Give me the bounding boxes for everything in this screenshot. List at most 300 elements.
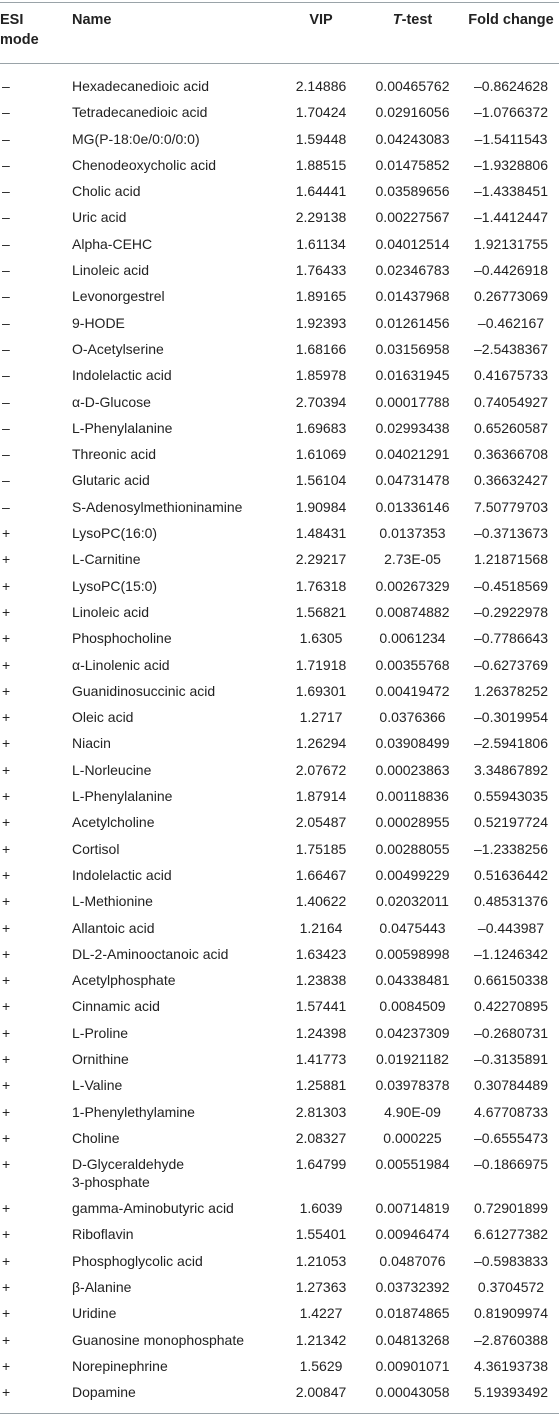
header-t-test: T-test: [392, 12, 433, 28]
vip-cell: 2.29217: [295, 551, 347, 568]
esi-mode-cell: –: [2, 288, 10, 305]
name-cell: LysoPC(15:0): [72, 577, 158, 594]
esi-mode-cell: +: [2, 1357, 11, 1374]
name-cell: Oleic acid: [72, 709, 134, 726]
t-test-cell: 0.01475852: [375, 156, 450, 173]
vip-cell: 1.27363: [295, 1279, 347, 1296]
table-row: [0, 1154, 559, 1198]
vip-cell: 1.24398: [295, 1024, 347, 1041]
name-cell: 1-Phenylethylamine: [72, 1103, 195, 1120]
vip-cell: 1.23838: [295, 972, 347, 989]
name-cell: L-Proline: [72, 1024, 129, 1041]
vip-cell: 1.55401: [295, 1226, 347, 1243]
t-test-cell: 0.03732392: [375, 1279, 450, 1296]
fold-change-cell: 0.42270895: [474, 998, 548, 1015]
table-row: [0, 1356, 559, 1382]
t-test-cell: 0.00023863: [375, 761, 450, 778]
name-cell: Linoleic acid: [72, 603, 150, 620]
esi-mode-cell: +: [2, 972, 11, 989]
fold-change-cell: 0.36366708: [474, 446, 548, 463]
t-test-cell: 0.01261456: [375, 314, 450, 331]
t-test-cell: 0.00227567: [375, 209, 450, 226]
vip-cell: 1.48431: [295, 525, 347, 542]
esi-mode-cell: +: [2, 788, 11, 805]
vip-cell: 1.59448: [295, 130, 347, 147]
t-test-cell: 0.04012514: [375, 235, 450, 252]
t-test-cell: 0.0084509: [379, 998, 446, 1015]
esi-mode-cell: +: [2, 1103, 11, 1120]
esi-mode-cell: +: [2, 709, 11, 726]
name-cell: Choline: [72, 1129, 120, 1146]
fold-change-cell: 0.48531376: [474, 893, 548, 910]
esi-mode-cell: –: [2, 235, 10, 252]
name-cell: Uridine: [72, 1305, 117, 1322]
table-row: [0, 1075, 559, 1101]
t-test-cell: 0.00551984: [375, 1156, 450, 1173]
t-test-cell: 0.0487076: [379, 1252, 446, 1269]
name-cell: S-Adenosylmethioninamine: [72, 498, 243, 515]
name-cell: 9-HODE: [72, 314, 125, 331]
fold-change-cell: –0.443987: [477, 919, 545, 936]
esi-mode-cell: +: [2, 1077, 11, 1094]
name-cell: Uric acid: [72, 209, 127, 226]
fold-change-cell: 0.30784489: [474, 1077, 548, 1094]
esi-mode-cell: +: [2, 761, 11, 778]
vip-cell: 1.88515: [295, 156, 347, 173]
esi-mode-cell: +: [2, 1200, 11, 1217]
vip-cell: 1.2717: [299, 709, 343, 726]
name-cell: Tetradecanedioic acid: [72, 104, 208, 121]
t-test-cell: 4.90E-09: [384, 1103, 441, 1120]
fold-change-cell: 0.41675733: [474, 367, 548, 384]
t-test-cell: 0.04338481: [375, 972, 450, 989]
fold-change-cell: 4.67708733: [474, 1103, 548, 1120]
table-row: [0, 970, 559, 996]
name-cell: Cortisol: [72, 840, 120, 857]
t-test-cell: 0.03156958: [375, 340, 450, 357]
vip-cell: 1.76433: [295, 262, 347, 279]
fold-change-cell: –2.8760388: [474, 1331, 548, 1348]
vip-cell: 1.21342: [295, 1331, 347, 1348]
name-cell: Levonorgestrel: [72, 288, 165, 305]
esi-mode-cell: +: [2, 525, 11, 542]
name-cell: Alpha-CEHC: [72, 235, 153, 252]
esi-mode-cell: –: [2, 314, 10, 331]
vip-cell: 2.70394: [295, 393, 347, 410]
vip-cell: 1.64441: [295, 183, 347, 200]
table-row: [0, 760, 559, 786]
vip-cell: 1.6039: [299, 1200, 343, 1217]
table-row: [0, 207, 559, 233]
fold-change-cell: –0.462167: [477, 314, 545, 331]
fold-change-cell: –1.9328806: [474, 156, 548, 173]
table-row: [0, 286, 559, 312]
vip-cell: 1.6305: [299, 630, 343, 647]
table-row: [0, 365, 559, 391]
name-cell: Glutaric acid: [72, 472, 150, 489]
t-test-cell: 0.02916056: [375, 104, 450, 121]
esi-mode-cell: –: [2, 183, 10, 200]
t-test-cell: 0.01437968: [375, 288, 450, 305]
fold-change-cell: 0.3704572: [477, 1279, 545, 1296]
fold-change-cell: 0.52197724: [474, 814, 548, 831]
esi-mode-cell: +: [2, 919, 11, 936]
t-test-cell: 0.00355768: [375, 656, 450, 673]
vip-cell: 1.41773: [295, 1050, 347, 1067]
table-row: [0, 1303, 559, 1329]
fold-change-cell: –0.2680731: [474, 1024, 548, 1041]
header-esi-mode: ESI mode: [0, 12, 39, 48]
t-test-cell: 0.04813268: [375, 1331, 450, 1348]
t-test-cell: 0.04243083: [375, 130, 450, 147]
fold-change-cell: 7.50779703: [474, 498, 548, 515]
name-cell: Cinnamic acid: [72, 998, 160, 1015]
table-bottom-rule: [0, 1413, 559, 1414]
t-test-cell: 0.01631945: [375, 367, 450, 384]
vip-cell: 1.40622: [295, 893, 347, 910]
esi-mode-cell: +: [2, 1384, 11, 1401]
name-cell: Acetylphosphate: [72, 972, 176, 989]
t-test-cell: 0.0137353: [379, 525, 446, 542]
vip-cell: 2.07672: [295, 761, 347, 778]
fold-change-cell: 5.19393492: [474, 1384, 548, 1401]
fold-change-cell: 0.51636442: [474, 866, 548, 883]
vip-cell: 1.66467: [295, 866, 347, 883]
name-cell: Phosphoglycolic acid: [72, 1252, 203, 1269]
esi-mode-cell: +: [2, 893, 11, 910]
name-cell: Threonic acid: [72, 446, 157, 463]
name-cell: D-Glyceraldehyde 3-phosphate: [72, 1156, 185, 1190]
name-cell: Chenodeoxycholic acid: [72, 156, 216, 173]
table-row: [0, 681, 559, 707]
esi-mode-cell: +: [2, 1024, 11, 1041]
table-row: [0, 707, 559, 733]
fold-change-cell: –0.1866975: [474, 1156, 548, 1173]
esi-mode-cell: +: [2, 1279, 11, 1296]
vip-cell: 1.61069: [295, 446, 347, 463]
esi-mode-cell: +: [2, 603, 11, 620]
t-test-cell: 0.04237309: [375, 1024, 450, 1041]
fold-change-cell: –1.5411543: [474, 130, 548, 147]
name-cell: Indolelactic acid: [72, 367, 172, 384]
esi-mode-cell: –: [2, 446, 10, 463]
name-cell: Riboflavin: [72, 1226, 134, 1243]
t-test-cell: 0.00267329: [375, 577, 450, 594]
esi-mode-cell: +: [2, 735, 11, 752]
table-row: [0, 470, 559, 496]
esi-mode-cell: –: [2, 104, 10, 121]
vip-cell: 1.2164: [299, 919, 343, 936]
fold-change-cell: –0.3019954: [474, 709, 548, 726]
fold-change-cell: 0.36632427: [474, 472, 548, 489]
fold-change-cell: –0.3135891: [474, 1050, 548, 1067]
table-row: [0, 1277, 559, 1303]
table-row: [0, 576, 559, 602]
vip-cell: 2.14886: [295, 78, 347, 94]
t-test-cell: 0.00465762: [375, 78, 450, 94]
name-cell: LysoPC(16:0): [72, 525, 158, 542]
fold-change-cell: 0.55943035: [474, 788, 548, 805]
t-test-cell: 0.03978378: [375, 1077, 450, 1094]
fold-change-cell: –0.6555473: [474, 1129, 548, 1146]
fold-change-cell: –1.0766372: [474, 104, 548, 121]
table-row: [0, 655, 559, 681]
vip-cell: 1.87914: [295, 788, 347, 805]
vip-cell: 1.4227: [299, 1305, 343, 1322]
t-test-cell: 0.00118836: [376, 788, 449, 805]
fold-change-cell: –0.4426918: [474, 262, 548, 279]
table-row: [0, 1330, 559, 1356]
table-row: [0, 918, 559, 944]
esi-mode-cell: +: [2, 682, 11, 699]
table-row: [0, 313, 559, 339]
table-row: [0, 996, 559, 1022]
esi-mode-cell: +: [2, 577, 11, 594]
table-row: [0, 418, 559, 444]
esi-mode-cell: +: [2, 998, 11, 1015]
vip-cell: 1.68166: [295, 340, 347, 357]
esi-mode-cell: –: [2, 156, 10, 173]
vip-cell: 1.64799: [295, 1156, 347, 1173]
table-row: [0, 812, 559, 838]
esi-mode-cell: +: [2, 1156, 11, 1173]
table-row: [0, 1251, 559, 1277]
table-row: [0, 1023, 559, 1049]
table-top-rule: [0, 2, 559, 3]
fold-change-cell: –1.1246342: [474, 945, 548, 962]
vip-cell: 1.25881: [295, 1077, 347, 1094]
t-test-cell: 0.04021291: [375, 446, 450, 463]
vip-cell: 1.63423: [295, 945, 347, 962]
vip-cell: 1.92393: [295, 314, 347, 331]
esi-mode-cell: –: [2, 393, 10, 410]
fold-change-cell: 0.65260587: [474, 419, 548, 436]
fold-change-cell: –0.4518569: [474, 577, 548, 594]
name-cell: Linoleic acid: [72, 262, 150, 279]
table-row: [0, 76, 559, 102]
fold-change-cell: –0.5983833: [474, 1252, 548, 1269]
t-test-cell: 0.00028955: [375, 814, 450, 831]
table-row: [0, 497, 559, 523]
esi-mode-cell: –: [2, 130, 10, 147]
header-vip: VIP: [309, 12, 333, 28]
table-row: [0, 260, 559, 286]
name-cell: Cholic acid: [72, 183, 141, 200]
esi-mode-cell: +: [2, 1129, 11, 1146]
t-test-cell: 0.00288055: [375, 840, 450, 857]
vip-cell: 1.75185: [295, 840, 347, 857]
fold-change-cell: –0.3713673: [474, 525, 548, 542]
table-row: [0, 523, 559, 549]
name-cell: L-Phenylalanine: [72, 419, 173, 436]
name-cell: α-D-Glucose: [72, 393, 151, 410]
fold-change-cell: –0.7786643: [474, 630, 548, 647]
t-test-cell: 0.00598998: [375, 945, 450, 962]
header-fold-change: Fold change: [468, 12, 554, 28]
name-cell: L-Methionine: [72, 893, 153, 910]
vip-cell: 1.90984: [295, 498, 347, 515]
fold-change-cell: 0.26773069: [474, 288, 548, 305]
header-name: Name: [72, 12, 112, 28]
esi-mode-cell: –: [2, 262, 10, 279]
t-test-cell: 0.00017788: [375, 393, 450, 410]
header-rule: [0, 63, 559, 64]
name-cell: Hexadecanedioic acid: [72, 78, 209, 94]
esi-mode-cell: +: [2, 656, 11, 673]
name-cell: L-Valine: [72, 1077, 123, 1094]
t-test-cell: 0.04731478: [375, 472, 450, 489]
table-row: [0, 891, 559, 917]
table-row: [0, 602, 559, 628]
name-cell: Acetylcholine: [72, 814, 155, 831]
name-cell: DL-2-Aminooctanoic acid: [72, 945, 229, 962]
table-row: [0, 129, 559, 155]
name-cell: Allantoic acid: [72, 919, 155, 936]
table-header: [0, 10, 559, 62]
t-test-cell: 0.0376366: [379, 709, 446, 726]
esi-mode-cell: +: [2, 630, 11, 647]
name-cell: Niacin: [72, 735, 111, 752]
name-cell: Ornithine: [72, 1050, 129, 1067]
t-test-cell: 0.00874882: [375, 603, 450, 620]
esi-mode-cell: –: [2, 78, 10, 94]
fold-change-cell: 4.36193738: [474, 1357, 548, 1374]
name-cell: L-Carnitine: [72, 551, 141, 568]
table-body: [0, 76, 559, 1409]
table-row: [0, 1049, 559, 1075]
fold-change-cell: 0.66150338: [474, 972, 548, 989]
table-row: [0, 944, 559, 970]
esi-mode-cell: –: [2, 367, 10, 384]
t-test-cell: 0.00901071: [375, 1357, 450, 1374]
t-test-cell: 0.00043058: [375, 1384, 450, 1401]
esi-mode-cell: +: [2, 1331, 11, 1348]
esi-mode-cell: +: [2, 866, 11, 883]
fold-change-cell: –2.5438367: [474, 340, 548, 357]
name-cell: Phosphocholine: [72, 630, 172, 647]
fold-change-cell: 1.26378252: [474, 682, 548, 699]
t-test-cell: 0.03908499: [375, 735, 450, 752]
table-row: [0, 339, 559, 365]
esi-mode-cell: –: [2, 472, 10, 489]
vip-cell: 2.29138: [295, 209, 347, 226]
t-test-cell: 0.03589656: [375, 183, 450, 200]
name-cell: Indolelactic acid: [72, 866, 172, 883]
table-row: [0, 733, 559, 759]
name-cell: O-Acetylserine: [72, 340, 164, 357]
fold-change-cell: –0.8624628: [474, 78, 548, 94]
vip-cell: 1.57441: [295, 998, 347, 1015]
t-test-cell: 0.01874865: [375, 1305, 450, 1322]
vip-cell: 2.00847: [295, 1384, 347, 1401]
name-cell: gamma-Aminobutyric acid: [72, 1200, 234, 1217]
name-cell: Norepinephrine: [72, 1357, 168, 1374]
vip-cell: 1.76318: [295, 577, 347, 594]
vip-cell: 1.89165: [295, 288, 347, 305]
table-row: [0, 392, 559, 418]
vip-cell: 1.26294: [295, 735, 347, 752]
table-row: [0, 786, 559, 812]
name-cell: Dopamine: [72, 1384, 136, 1401]
fold-change-cell: 1.92131755: [474, 235, 548, 252]
vip-cell: 1.71918: [295, 656, 347, 673]
fold-change-cell: 0.72901899: [474, 1200, 548, 1217]
t-test-cell: 0.0475443: [379, 919, 446, 936]
table-row: [0, 234, 559, 260]
t-test-cell: 0.00714819: [375, 1200, 450, 1217]
table-row: [0, 102, 559, 128]
name-cell: L-Norleucine: [72, 761, 152, 778]
esi-mode-cell: –: [2, 209, 10, 226]
fold-change-cell: –1.4338451: [474, 183, 548, 200]
table-row: [0, 1382, 559, 1408]
vip-cell: 2.81303: [295, 1103, 347, 1120]
fold-change-cell: –1.4412447: [474, 209, 548, 226]
vip-cell: 1.85978: [295, 367, 347, 384]
table-row: [0, 181, 559, 207]
esi-mode-cell: +: [2, 840, 11, 857]
t-test-cell: 0.00419472: [375, 682, 450, 699]
fold-change-cell: –1.2338256: [474, 840, 548, 857]
fold-change-cell: 0.74054927: [474, 393, 548, 410]
name-cell: β-Alanine: [72, 1279, 132, 1296]
table-row: [0, 444, 559, 470]
esi-mode-cell: +: [2, 945, 11, 962]
t-test-cell: 0.0061234: [379, 630, 446, 647]
t-test-cell: 0.02032011: [376, 893, 449, 910]
vip-cell: 1.56104: [295, 472, 347, 489]
esi-mode-cell: –: [2, 498, 10, 515]
vip-cell: 1.61134: [296, 235, 346, 252]
vip-cell: 1.21053: [295, 1252, 347, 1269]
table-row: [0, 1224, 559, 1250]
vip-cell: 2.05487: [295, 814, 347, 831]
t-test-cell: 0.00499229: [375, 866, 450, 883]
fold-change-cell: –0.6273769: [474, 656, 548, 673]
table-row: [0, 1198, 559, 1224]
fold-change-cell: –2.5941806: [474, 735, 548, 752]
esi-mode-cell: +: [2, 1226, 11, 1243]
name-cell: α-Linolenic acid: [72, 656, 170, 673]
esi-mode-cell: +: [2, 1305, 11, 1322]
vip-cell: 1.69301: [295, 682, 347, 699]
name-cell: Guanidinosuccinic acid: [72, 682, 216, 699]
t-test-cell: 0.00946474: [375, 1226, 450, 1243]
esi-mode-cell: –: [2, 419, 10, 436]
table-row: [0, 839, 559, 865]
t-test-cell: 0.01921182: [376, 1050, 449, 1067]
vip-cell: 2.08327: [295, 1129, 347, 1146]
table-row: [0, 155, 559, 181]
table-row: [0, 549, 559, 575]
name-cell: Guanosine monophosphate: [72, 1331, 245, 1348]
esi-mode-cell: –: [2, 340, 10, 357]
fold-change-cell: 3.34867892: [474, 761, 548, 778]
vip-cell: 1.69683: [295, 419, 347, 436]
table-row: [0, 628, 559, 654]
esi-mode-cell: +: [2, 1252, 11, 1269]
vip-cell: 1.5629: [299, 1357, 343, 1374]
t-test-cell: 0.02993438: [375, 419, 450, 436]
esi-mode-cell: +: [2, 1050, 11, 1067]
t-test-cell: 0.02346783: [375, 262, 450, 279]
fold-change-cell: –0.2922978: [474, 603, 548, 620]
esi-mode-cell: +: [2, 551, 11, 568]
fold-change-cell: 0.81909974: [474, 1305, 548, 1322]
table-row: [0, 1102, 559, 1128]
vip-cell: 1.70424: [295, 104, 347, 121]
name-cell: L-Phenylalanine: [72, 788, 173, 805]
